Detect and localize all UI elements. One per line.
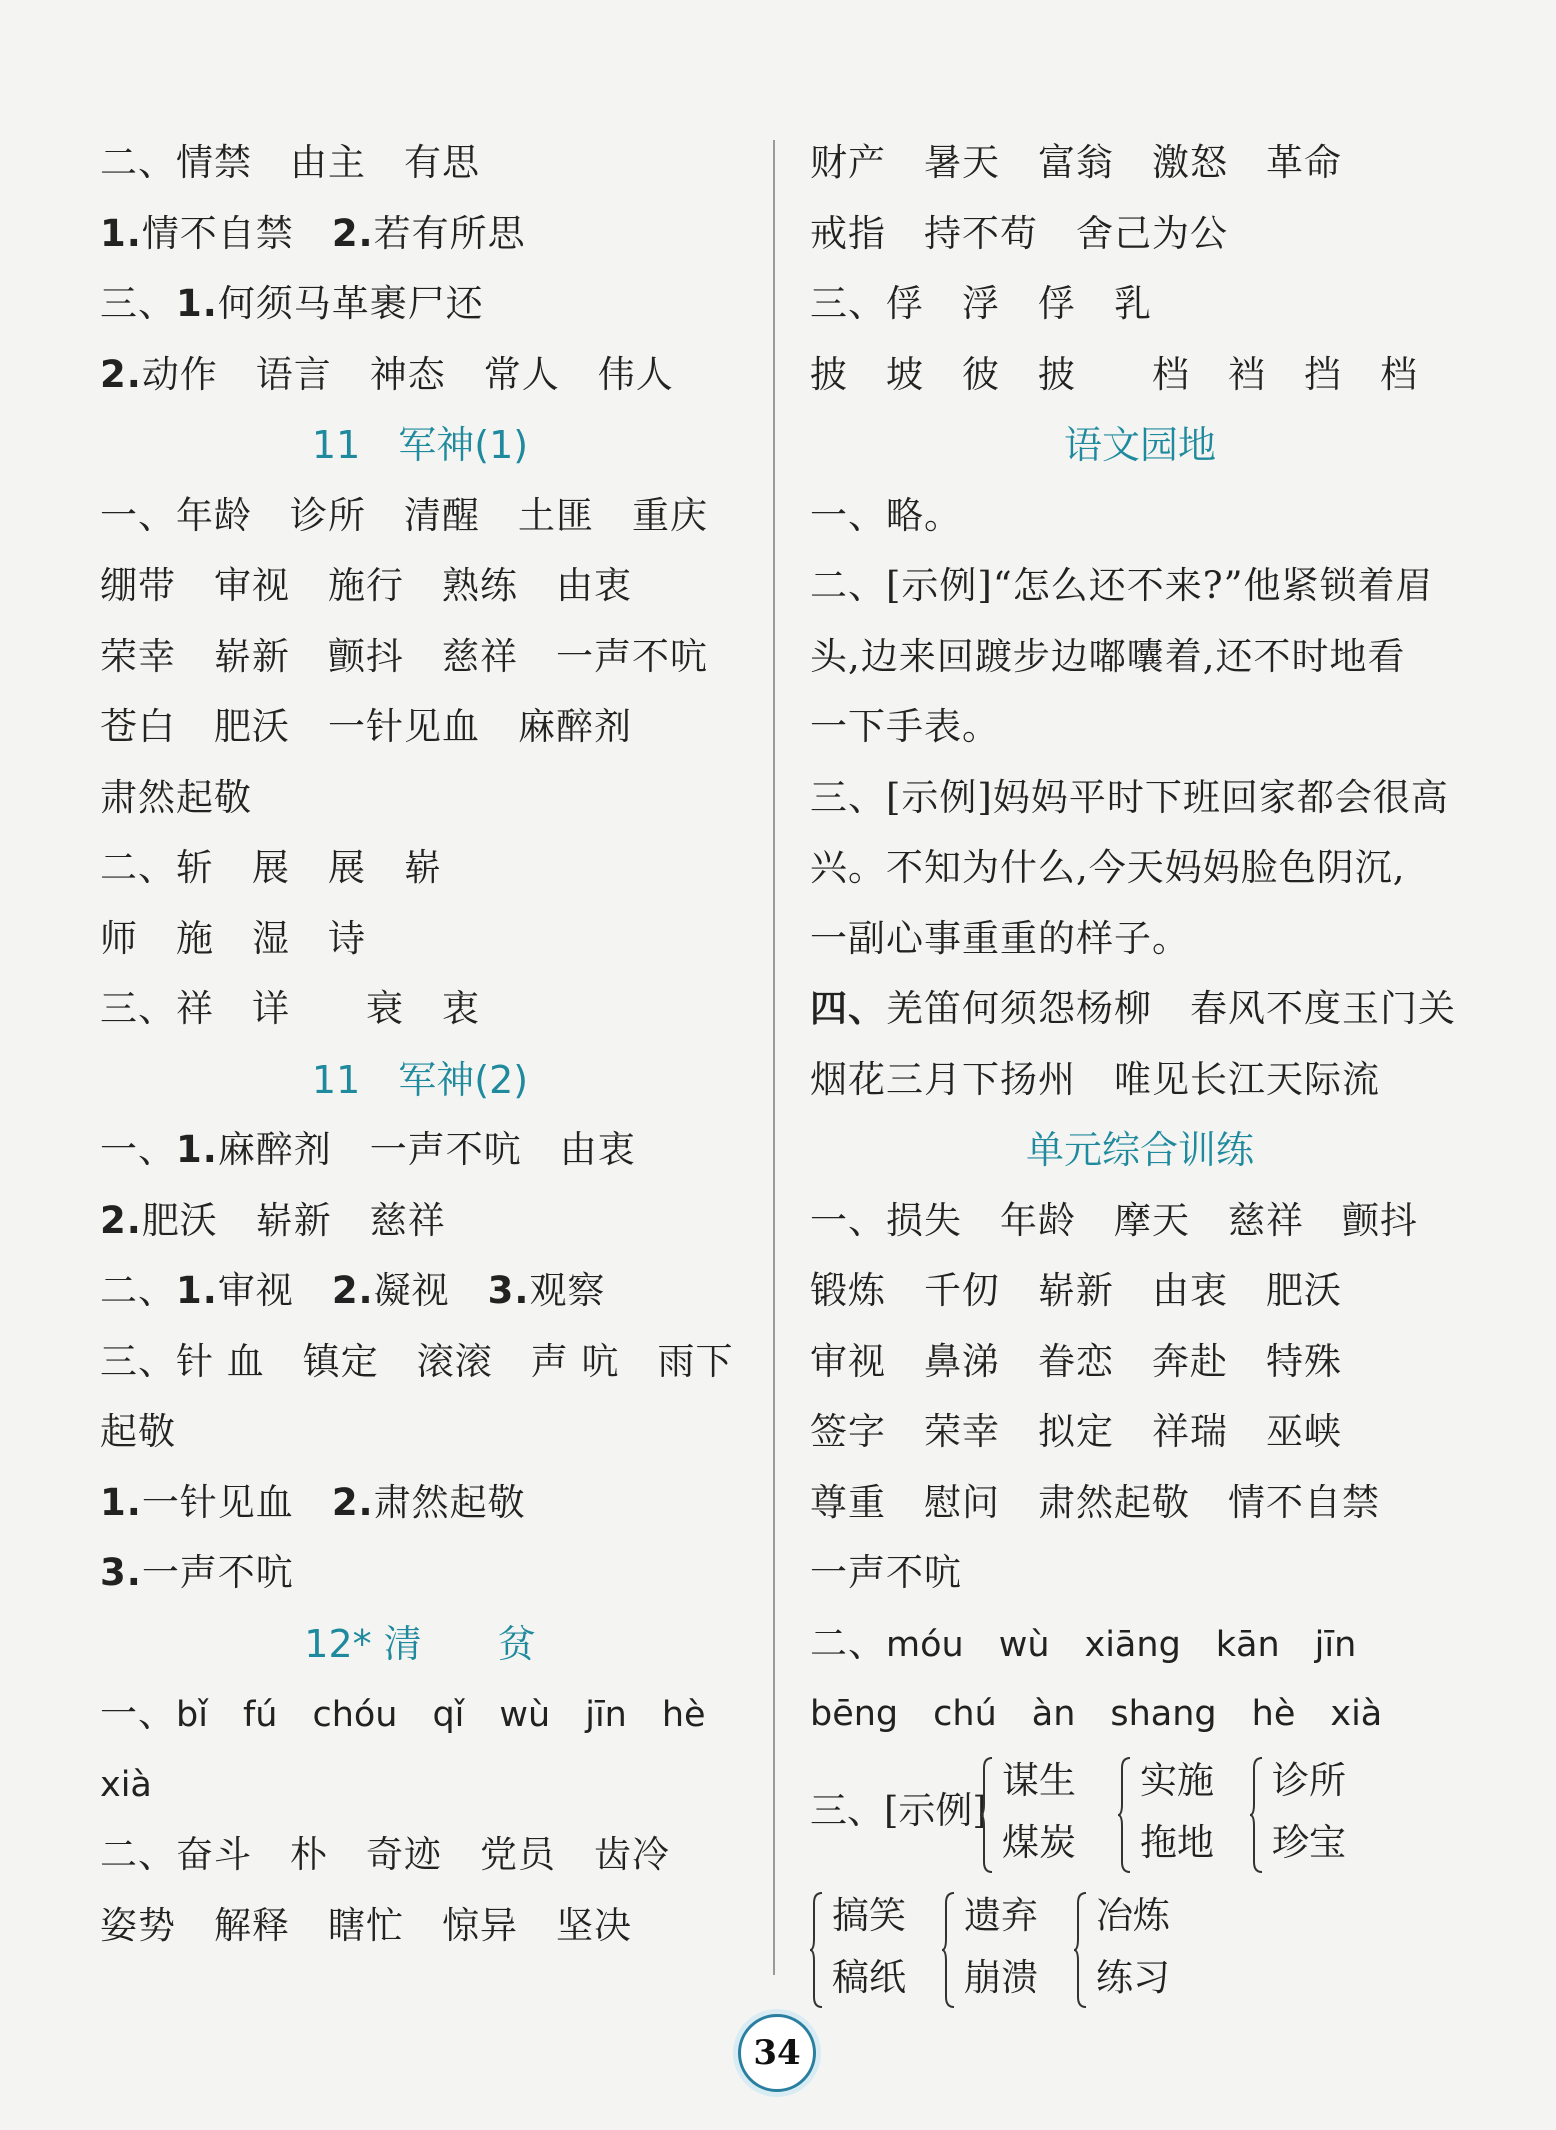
left-brace-icon: [980, 1756, 994, 1874]
section-heading-chinese-garden: 语文园地: [1063, 423, 1216, 467]
word: 搞笑: [832, 1893, 906, 1937]
page-number: 34: [738, 2014, 816, 2092]
answer-line: 戒指 持不苟 舍己为公: [810, 211, 1228, 255]
answer-line: 一下手表。: [810, 705, 1000, 748]
answer-line: 苍白 肥沃 一针见血 麻醉剂: [100, 705, 632, 748]
word: 冶炼: [1096, 1893, 1170, 1937]
left-brace-icon: [1250, 1756, 1264, 1874]
answer-line: 一、略。: [810, 493, 962, 537]
answer-line: 二、奋斗 朴 奇迹 党员 齿冷: [100, 1833, 670, 1876]
left-brace-icon: [1074, 1891, 1088, 2009]
word: 拖地: [1140, 1820, 1214, 1864]
answer-line: 肃然起敬: [100, 775, 252, 819]
answer-line: 起敬: [100, 1410, 176, 1453]
answer-line: 荣幸 崭新 颤抖 慈祥 一声不吭: [100, 634, 708, 678]
answer-line: 四、羌笛何须怨杨柳 春风不度玉门关: [810, 987, 1456, 1030]
answer-line: 一、1.麻醉剂 一声不吭 由衷: [100, 1128, 636, 1171]
answer-line: 二、斩 展 展 崭: [100, 846, 442, 889]
section-heading-lesson11-part1: 11 军神(1): [311, 423, 529, 467]
left-brace-icon: [1118, 1756, 1132, 1874]
word: 练习: [1096, 1955, 1170, 1999]
brace-row-example: [810, 1750, 1470, 1885]
answer-line: 二、móu wù xiāng kān jīn: [810, 1621, 1357, 1665]
example-label: 三、[示例]: [810, 1788, 987, 1832]
answer-line: 一副心事重重的样子。: [810, 916, 1190, 960]
answer-line: 一、年龄 诊所 清醒 土匪 重庆: [100, 493, 708, 537]
answer-line: 2.动作 语言 神态 常人 伟人: [100, 352, 674, 396]
answer-line: 师 施 湿 诗: [100, 916, 366, 960]
word: 诊所: [1272, 1758, 1346, 1802]
answer-line: 绷带 审视 施行 熟练 由衷: [100, 564, 632, 607]
answer-line: 三、针 血 镇定 滚滚 声 吭 雨下: [100, 1339, 734, 1383]
answer-line: 二、1.审视 2.凝视 3.观察: [100, 1269, 606, 1312]
column-divider: [773, 140, 775, 1975]
section-heading-lesson11-part2: 11 军神(2): [311, 1057, 529, 1102]
word: 珍宝: [1272, 1820, 1346, 1864]
right-column: [810, 128, 1470, 2020]
answer-line: 一声不吭: [810, 1551, 962, 1594]
answer-line: 兴。不知为什么,今天妈妈脸色阴沉,: [810, 846, 1406, 889]
answer-line: 锻炼 千仞 崭新 由衷 肥沃: [810, 1269, 1342, 1312]
answer-line: 一、bǐ fú chóu qǐ wù jīn hè: [100, 1692, 706, 1735]
answer-line: 1.一针见血 2.肃然起敬: [100, 1480, 526, 1524]
word: 谋生: [1002, 1758, 1076, 1802]
left-brace-icon: [942, 1891, 956, 2009]
answer-line: 签字 荣幸 拟定 祥瑞 巫峡: [810, 1410, 1342, 1453]
answer-line: 尊重 慰问 肃然起敬 情不自禁: [810, 1480, 1380, 1524]
answer-line: 三、祥 详 衰 衷: [100, 987, 480, 1030]
section-heading-lesson12: 12* 清 贫: [304, 1621, 536, 1666]
answer-line: 三、[示例]妈妈平时下班回家都会很高: [810, 775, 1449, 819]
answer-line: 审视 鼻涕 眷恋 奔赴 特殊: [810, 1339, 1342, 1383]
answer-line: 姿势 解释 瞎忙 惊异 坚决: [100, 1903, 632, 1947]
answer-line: bēng chú àn shang hè xià: [810, 1694, 1383, 1734]
answer-line: 三、俘 浮 俘 乳: [810, 282, 1152, 325]
brace-row: [810, 1885, 1470, 2020]
answer-line: 2.肥沃 崭新 慈祥: [100, 1198, 446, 1242]
word: 煤炭: [1002, 1820, 1076, 1864]
answer-line: 头,边来回踱步边嘟囔着,还不时地看: [810, 634, 1406, 678]
answer-line: 三、1.何须马革裹尸还: [100, 282, 484, 325]
answer-line: 披 坡 彼 披 档 裆 挡 档: [810, 352, 1418, 396]
answer-line: 二、情禁 由主 有思: [100, 141, 480, 184]
answer-line: xià: [100, 1764, 152, 1805]
left-column: [100, 128, 740, 1961]
answer-line: 1.情不自禁 2.若有所思: [100, 211, 526, 255]
answer-line: 财产 暑天 富翁 激怒 革命: [810, 141, 1342, 184]
word: 崩溃: [964, 1955, 1038, 1999]
left-brace-icon: [810, 1891, 824, 2009]
answer-line: 二、[示例]“怎么还不来?”他紧锁着眉: [810, 564, 1434, 607]
answer-line: 一、损失 年龄 摩天 慈祥 颤抖: [810, 1198, 1418, 1242]
word: 实施: [1140, 1758, 1214, 1802]
answer-line: 烟花三月下扬州 唯见长江天际流: [810, 1057, 1380, 1101]
answer-line: 3.一声不吭: [100, 1551, 294, 1594]
word: 遗弃: [964, 1893, 1038, 1937]
section-heading-unit-review: 单元综合训练: [1025, 1128, 1254, 1172]
word: 稿纸: [832, 1955, 906, 1999]
